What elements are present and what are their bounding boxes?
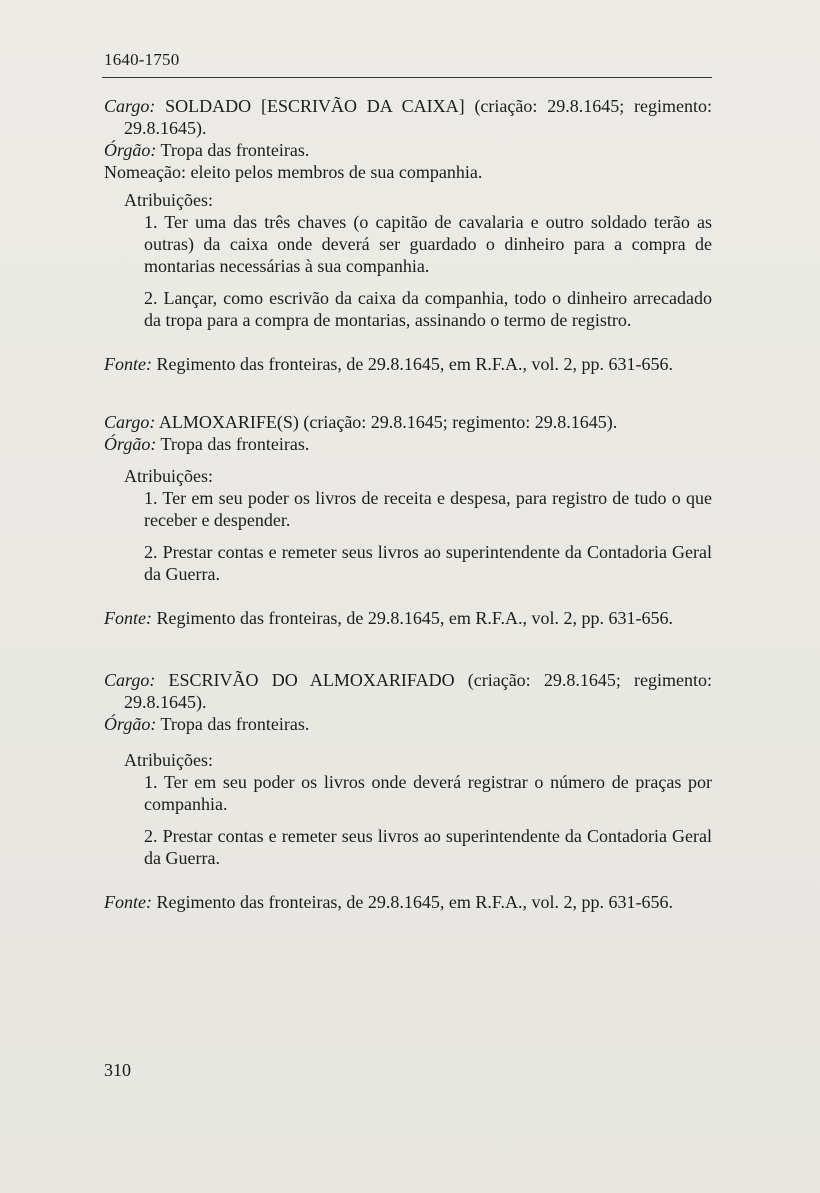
cargo-text: ESCRIVÃO DO ALMOXARIFADO (criação: 29.8.1645; regimento: 29.8.1645). [124, 670, 713, 712]
entry-soldado [104, 95, 712, 375]
nomeacao-line: Nomeação: eleito pelos membros de sua companhia. [104, 162, 483, 182]
cargo-text: SOLDADO [ESCRIVÃO DA CAIXA] (criação: 29.8.1645; regimento: 29.8.1645). [124, 96, 712, 138]
orgao-label: Órgão: [104, 434, 157, 454]
orgao-label: Órgão: [104, 140, 157, 160]
running-head: 1640-1750 [104, 50, 180, 69]
orgao-line [104, 433, 712, 455]
cargo-line [104, 669, 712, 713]
cargo-label: Cargo: [104, 96, 156, 116]
entry-almoxarife [104, 411, 712, 629]
orgao-text: Tropa das fronteiras. [160, 140, 310, 160]
atribuicoes-label: Atribuições: [124, 750, 213, 770]
fonte-text: Regimento das fronteiras, de 29.8.1645, em R.F.A., vol. 2, pp. 631-656. [156, 892, 673, 912]
fonte-line [104, 607, 712, 629]
header-rule [102, 77, 712, 78]
page-number: 310 [104, 1060, 131, 1080]
atribuicoes-label: Atribuições: [124, 466, 213, 486]
entry-escrivao-almoxarifado [104, 669, 712, 913]
cargo-label: Cargo: [104, 412, 156, 432]
fonte-label: Fonte: [104, 892, 152, 912]
fonte-label: Fonte: [104, 608, 152, 628]
orgao-line [104, 713, 712, 735]
fonte-label: Fonte: [104, 354, 152, 374]
orgao-text: Tropa das fronteiras. [160, 434, 310, 454]
orgao-line [104, 139, 712, 161]
fonte-text: Regimento das fronteiras, de 29.8.1645, em R.F.A., vol. 2, pp. 631-656. [156, 608, 673, 628]
atribuicao-item: 2. Prestar contas e remeter seus livros ao superintendente da Contadoria Geral da Guerra. [144, 826, 712, 868]
atribuicao-item: 1. Ter em seu poder os livros onde deverá registrar o número de praças por companhia. [144, 772, 712, 814]
fonte-line [104, 353, 712, 375]
atribuicao-item: 1. Ter uma das três chaves (o capitão de cavalaria e outro soldado terão as outras) da caixa onde deverá ser guardado o dinheiro para a compra de montarias necessárias à sua companhia. [144, 212, 712, 276]
atribuicao-item: 2. Prestar contas e remeter seus livros ao superintendente da Contadoria Geral da Guerra. [144, 542, 712, 584]
cargo-label: Cargo: [104, 670, 156, 690]
cargo-line [104, 95, 712, 139]
cargo-line [104, 411, 712, 433]
fonte-line [104, 891, 712, 913]
document-body [104, 95, 712, 913]
fonte-text: Regimento das fronteiras, de 29.8.1645, em R.F.A., vol. 2, pp. 631-656. [156, 354, 673, 374]
atribuicao-item: 1. Ter em seu poder os livros de receita e despesa, para registro de tudo o que receber e despender. [144, 488, 712, 530]
cargo-text: ALMOXARIFE(S) (criação: 29.8.1645; regimento: 29.8.1645). [158, 412, 618, 432]
orgao-text: Tropa das fronteiras. [160, 714, 310, 734]
orgao-label: Órgão: [104, 714, 157, 734]
atribuicao-item: 2. Lançar, como escrivão da caixa da companhia, todo o dinheiro arrecadado da tropa para a compra de montarias, assinando o termo de registro. [144, 288, 712, 330]
atribuicoes-label: Atribuições: [124, 190, 213, 210]
